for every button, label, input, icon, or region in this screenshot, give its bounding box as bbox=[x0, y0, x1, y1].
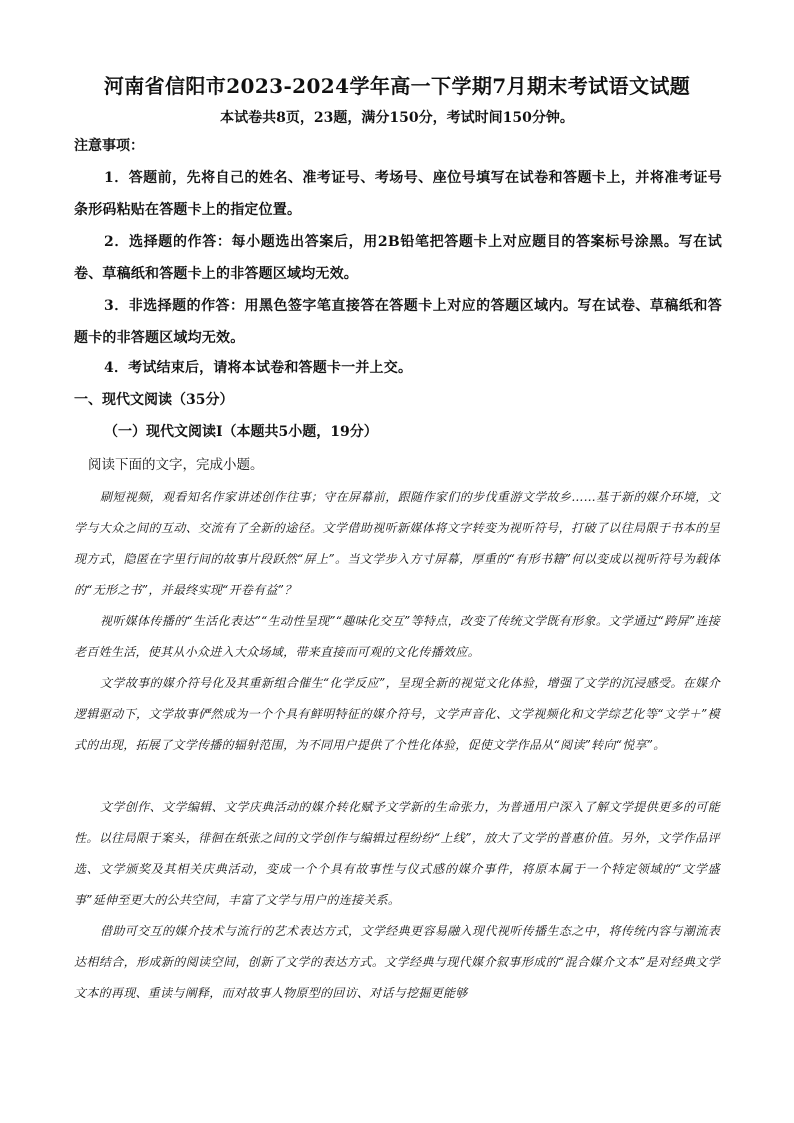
passage-paragraph: 刷短视频，观看知名作家讲述创作往事；守在屏幕前，跟随作家们的步伐重游文学故乡……基于新的媒介环境，文学与大众之间的互动、交流有了全新的途径。文学借助视听新媒体将文字转变为视听符号，打破了以往局限于书本的呈现方式，隐匿在字里行间的故事片段跃然“屏上”。当文学步入方寸屏幕，厚重的“有形书籍”何以变成以视听符号为载体的“无形之书”，并最终实现“开卷有益”？ bbox=[74, 490, 720, 597]
exam-subtitle: 本试卷共8页，23题，满分150分，考试时间150分钟。 bbox=[220, 110, 574, 126]
passage-paragraph: 视听媒体传播的“生活化表达”“生动性呈现”“趣味化交互”等特点，改变了传统文学既有形象。文学通过“跨屏”连接老百姓生活，使其从小众进入大众场域，带来直接而可观的文化传播效应。 bbox=[74, 614, 720, 659]
reading-instruction: 阅读下面的文字，完成小题。 bbox=[88, 457, 264, 473]
subsection-heading: （一）现代文阅读Ⅰ（本题共5小题，19分） bbox=[104, 424, 378, 440]
notice-item: 2．选择题的作答：每小题选出答案后，用2B铅笔把答题卡上对应题目的答案标号涂黑。写在试卷、草稿纸和答题卡上的非答题区域均无效。 bbox=[74, 234, 722, 282]
passage-paragraph: 文学故事的媒介符号化及其重新组合催生“化学反应”，呈现全新的视觉文化体验，增强了文学的沉浸感受。在媒介逻辑驱动下，文学故事俨然成为一个个具有鲜明特征的媒介符号，文学声音化、文学视频化和文学综艺化等“文学＋”模式的出现，拓展了文学传播的辐射范围，为不同用户提供了个性化体验，促使文学作品从“阅读”转向“悦享”。 bbox=[74, 676, 720, 752]
passage-paragraph: 文学创作、文学编辑、文学庆典活动的媒介转化赋予文学新的生命张力，为普通用户深入了解文学提供更多的可能性。以往局限于案头，徘徊在纸张之间的文学创作与编辑过程纷纷“上线”，放大了文学的普惠价值。另外，文学作品评选、文学颁奖及其相关庆典活动，变成一个个具有故事性与仪式感的媒介事件，将原本属于一个特定领域的“文学盛事”延伸至更大的公共空间，丰富了文学与用户的连接关系。 bbox=[74, 800, 720, 907]
notice-item: 1．答题前，先将自己的姓名、准考证号、考场号、座位号填写在试卷和答题卡上，并将准考证号条形码粘贴在答题卡上的指定位置。 bbox=[74, 170, 722, 218]
exam-title: 河南省信阳市2023-2024学年高一下学期7月期末考试语文试题 bbox=[103, 74, 691, 98]
notice-item: 4．考试结束后，请将本试卷和答题卡一并上交。 bbox=[104, 360, 413, 376]
notice-item: 3．非选择题的作答：用黑色签字笔直接答在答题卡上对应的答题区域内。写在试卷、草稿纸和答题卡的非答题区域均无效。 bbox=[74, 298, 722, 346]
notice-heading: 注意事项： bbox=[74, 138, 144, 154]
section-heading: 一、现代文阅读（35分） bbox=[74, 392, 234, 408]
passage-paragraph: 借助可交互的媒介技术与流行的艺术表达方式，文学经典更容易融入现代视听传播生态之中，将传统内容与潮流表达相结合，形成新的阅读空间，创新了文学的表达方式。文学经典与现代媒介叙事形成的“混合媒介文本”是对经典文学文本的再现、重读与阐释，而对故事人物原型的回访、对话与挖掘更能够 bbox=[74, 924, 720, 1000]
